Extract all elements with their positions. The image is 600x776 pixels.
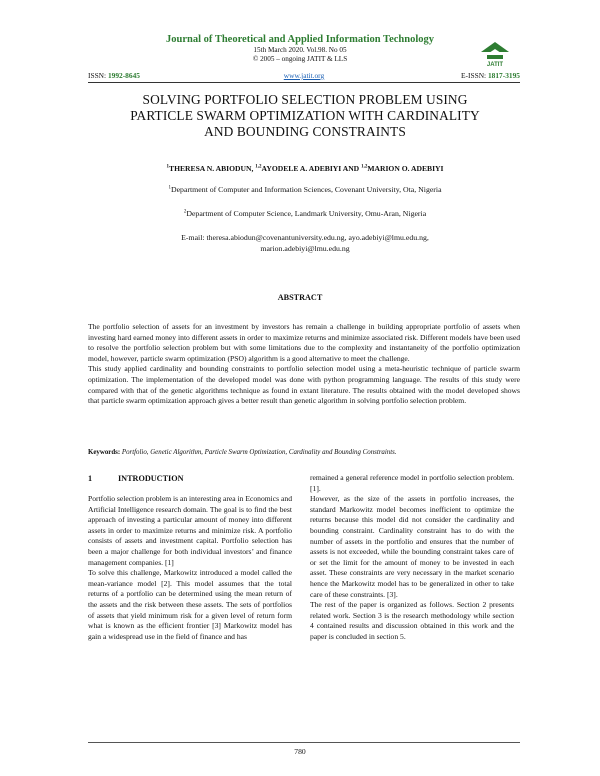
paper-title <box>70 92 540 140</box>
jatit-logo <box>478 38 512 68</box>
journal-url-link[interactable]: www.jatit.org <box>283 71 325 80</box>
body-paragraph: However, as the size of the assets in portfolio increases, the standard Markowitz model becomes inefficient to optimize the returns because this model did not consider the cardinality and bounding constraint. Cardinality constraint has to do with the number of assets in the portfolio and ensures that the number of assets is not exceeded, while the bounding constraint takes care of or set the limit for the amount of money to be invested in each asset. These constraints are very necessary in the market scenario hence the Markowitz model has to be generalized in other to take care of these constraints. [3]. <box>310 494 514 599</box>
affiliation-text: Department of Computer and Information Sciences, Covenant University, Ota, Nigeria <box>170 185 442 194</box>
section-number: 1 <box>88 474 93 483</box>
issue-line: 15th March 2020. Vol.98. No 05 <box>253 46 347 54</box>
keywords <box>88 449 520 456</box>
page-number: 780 <box>294 747 306 756</box>
header-divider <box>88 82 520 83</box>
logo-base <box>487 55 503 59</box>
author-sup: 1 <box>166 164 169 170</box>
section-heading <box>88 474 184 483</box>
title-line: PARTICLE SWARM OPTIMIZATION WITH CARDINALITY <box>130 108 480 123</box>
body-paragraph: Portfolio selection problem is an interesting area in Economics and Artificial Intelligence research domain. The goal is to find the best approach of investing a particular amount of money into different assets in order to maximize returns and minimize risk. A portfolio consists of assets and investment capital. Portfolio selection has been a major challenge for both individual investors’ and finance management companies. [1] <box>88 494 292 567</box>
author-name: AYODELE A. ADEBIYI AND <box>261 164 362 173</box>
keywords-label: Keywords: <box>88 449 121 456</box>
affiliation-text: Department of Computer Science, Landmark University, Omu-Aran, Nigeria <box>186 209 427 218</box>
copyright-line: © 2005 – ongoing JATIT & LLS <box>252 55 348 63</box>
body-paragraph: The rest of the paper is organized as follows. Section 2 presents related work. Section 3 is the research methodology while section 4 contained results and discussion obtained in this work and the paper is concluded in section 5. <box>310 600 514 641</box>
left-column <box>88 494 292 642</box>
body-paragraph: To solve this challenge, Markowitz introduced a model called the mean-variance model [2]. This model assumes that the total returns of a portfolio can be determined using the mean return of the assets and the risk between these assets. The sets of portfolios of assets that yield minimum risk for a given level of return form what is known as the efficient frontier [3] Markowitz model has gain a widespread use in the field of finance and has <box>88 568 292 641</box>
body-paragraph: remained a general reference model in portfolio selection problem. [1]. <box>310 473 514 493</box>
section-title: INTRODUCTION <box>118 474 184 483</box>
affiliation <box>80 185 530 194</box>
affiliation-sup: 2 <box>183 209 187 215</box>
title-line: SOLVING PORTFOLIO SELECTION PROBLEM USING <box>142 92 468 107</box>
affiliation <box>80 209 530 218</box>
email-line: E-mail: theresa.abiodun@covenantuniversity.edu.ng, ayo.adebiyi@lmu.edu.ng, <box>181 233 429 242</box>
author-name: MARION O. ADEBIYI <box>367 164 444 173</box>
eissn-label: E-ISSN: <box>461 71 487 80</box>
abstract-body <box>88 322 520 407</box>
abstract-paragraph: The portfolio selection of assets for an investment by investors has remain a challenge in building appropriate portfolio of assets when investing hard earned money into different assets in order to maximize returns and minimize associated risk. Different models have been used to resolve the portfolio selection problem but with some limitations due to the complexity and instantaneity of the portfolio optimization model, however, particle swarm optimization (PSO) algorithm is a good alternative to meet the challenge. <box>88 322 520 363</box>
logo-text: JATIT <box>486 62 504 68</box>
title-line: AND BOUNDING CONSTRAINTS <box>204 124 406 139</box>
affiliation-sup: 1 <box>168 185 171 191</box>
author-name: THERESA N. ABIODUN, <box>169 164 256 173</box>
author-list <box>80 164 530 173</box>
right-column <box>310 473 514 643</box>
author-sup: 1,2 <box>255 164 262 170</box>
abstract-paragraph: This study applied cardinality and bounding constraints to portfolio selection model using a meta-heuristic technique of particle swarm optimization. The implementation of the developed model was done with python programming language. The results of this study were compared with that of the genetic algorithms technique as found in extant literature. The results obtained with the model developed shows that particle swarm optimization approach gives a better result than genetic algorithm in solving portfolio selection problem. <box>88 364 520 406</box>
eissn-value: 1817-3195 <box>487 71 520 80</box>
issn-value: 1992-8645 <box>107 71 140 80</box>
issn-label: ISSN: <box>88 71 107 80</box>
eissn <box>461 71 520 80</box>
author-sup: 1,2 <box>361 164 368 170</box>
keywords-text: Portfolio, Genetic Algorithm, Particle Swarm Optimization, Cardinality and Bounding Constraints. <box>120 449 397 456</box>
abstract-heading: ABSTRACT <box>277 293 323 302</box>
journal-name: Journal of Theoretical and Applied Information Technology <box>166 34 434 45</box>
email-line: marion.adebiyi@lmu.edu.ng <box>260 244 350 253</box>
footer-divider <box>88 742 520 743</box>
